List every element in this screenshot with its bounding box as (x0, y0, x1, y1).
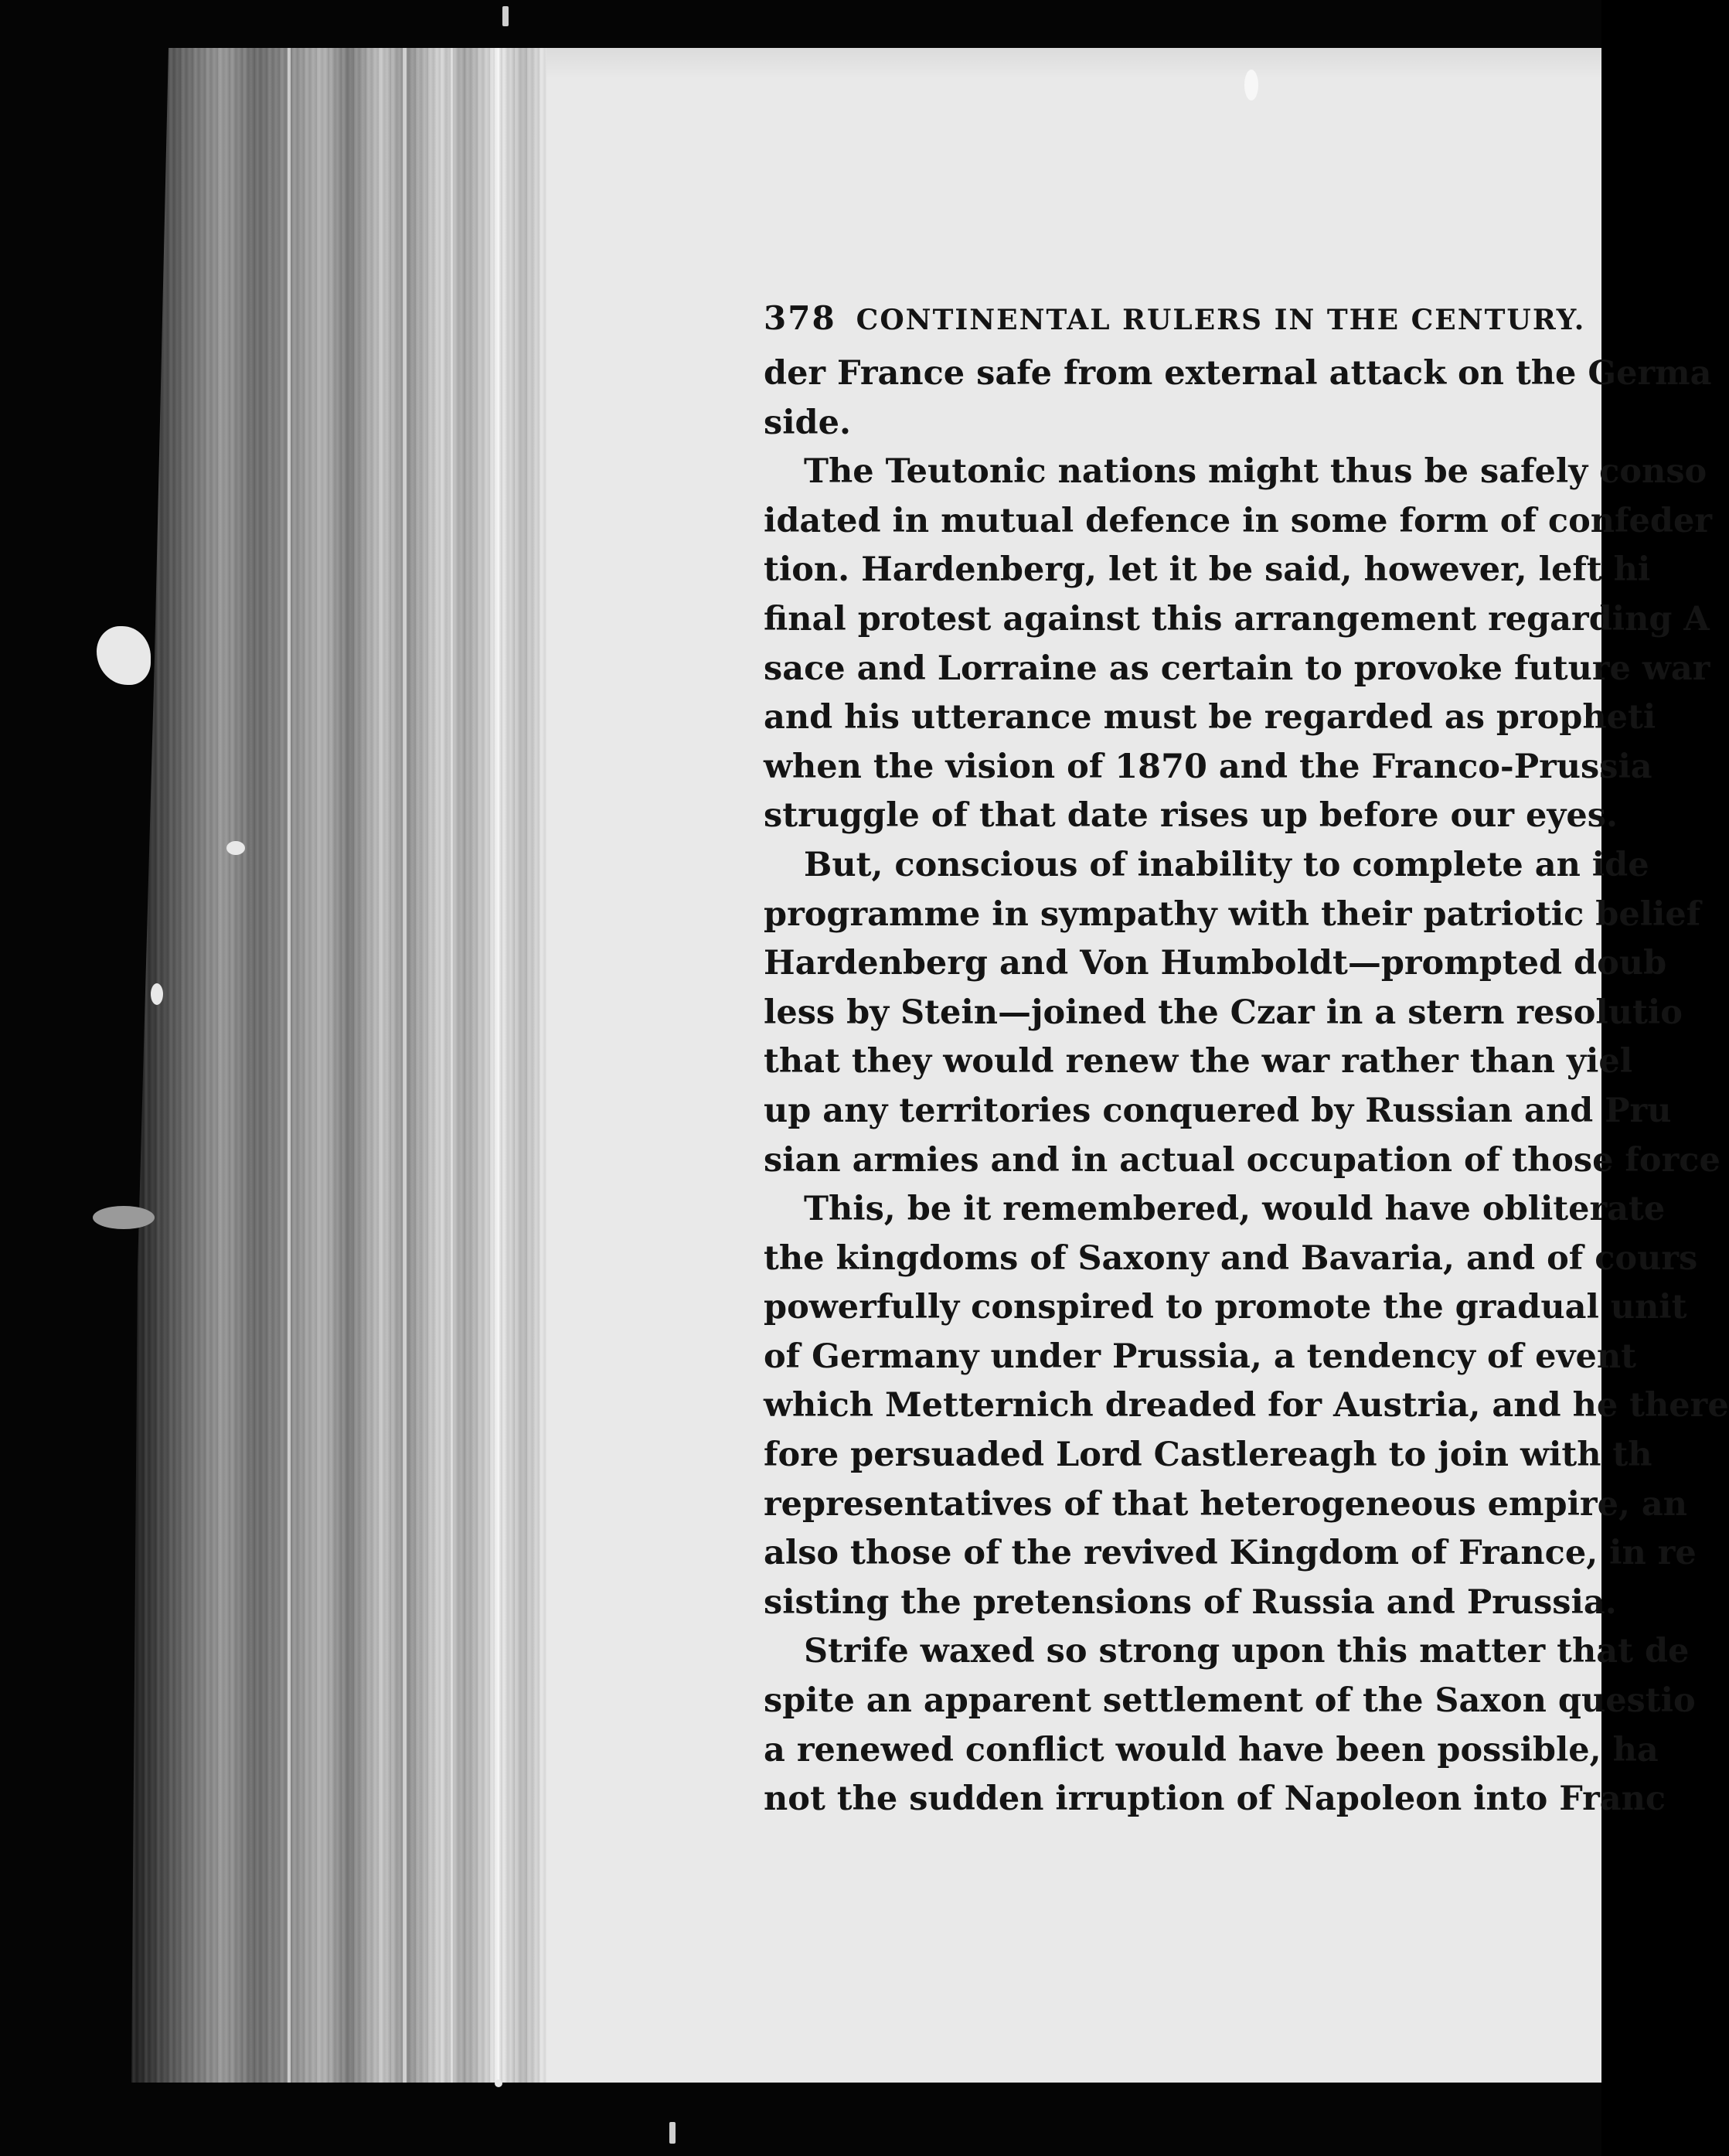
scan-damage-mark (93, 1206, 155, 1229)
scan-damage-mark (669, 2122, 676, 2144)
page-top-shadow (546, 48, 1601, 79)
text-line: Hardenberg and Von Humboldt—prompted doub (764, 944, 1667, 983)
text-line: der France safe from external attack on the Germa (764, 354, 1712, 393)
text-line: Strife waxed so strong upon this matter that de (804, 1632, 1690, 1671)
page-number: 378 (764, 299, 836, 337)
text-line: The Teutonic nations might thus be safely conso (804, 452, 1707, 492)
book-page-edges (131, 48, 549, 2083)
text-line: idated in mutual defence in some form of confeder (764, 501, 1712, 540)
text-line: tion. Hardenberg, let it be said, however, left hi (764, 550, 1651, 590)
text-line: of Germany under Prussia, a tendency of event (764, 1337, 1636, 1376)
page-edge-streak (495, 48, 499, 2083)
text-line: a renewed conflict would have been possible, ha (764, 1730, 1659, 1769)
scan-damage-mark (226, 841, 245, 855)
page-text-block (764, 294, 1729, 1824)
text-line: spite an apparent settlement of the Saxon questio (764, 1681, 1696, 1721)
page-edge-streak (403, 48, 407, 2083)
text-line: when the vision of 1870 and the Franco-Prussia (764, 747, 1652, 786)
text-line: sace and Lorraine as certain to provoke future war (764, 649, 1710, 688)
text-line: up any territories conquered by Russian and Pru (764, 1091, 1672, 1130)
page-edge-streak (451, 48, 453, 2083)
text-line: also those of the revived Kingdom of France, in re (764, 1534, 1697, 1573)
text-line: struggle of that date rises up before our eyes. (764, 796, 1618, 836)
text-line: fore persuaded Lord Castlereagh to join with th (764, 1436, 1652, 1475)
text-line: sian armies and in actual occupation of those force (764, 1140, 1720, 1180)
text-line: powerfully conspired to promote the gradual unit (764, 1288, 1687, 1327)
text-line: representatives of that heterogeneous empire, an (764, 1484, 1688, 1524)
running-head-title: CONTINENTAL RULERS IN THE CENTURY. (856, 304, 1586, 336)
page-edge-streak (288, 48, 291, 2083)
scan-damage-mark (151, 983, 163, 1005)
text-line: the kingdoms of Saxony and Bavaria, and of cours (764, 1238, 1698, 1278)
scan-damage-mark (502, 6, 509, 26)
text-line: sisting the pretensions of Russia and Prussia. (764, 1582, 1617, 1622)
text-line: and his utterance must be regarded as propheti (764, 698, 1656, 737)
scan-damage-mark (1244, 70, 1258, 100)
body-text (764, 349, 1729, 1824)
text-line: programme in sympathy with their patriotic belief (764, 894, 1701, 934)
text-line: which Metternich dreaded for Austria, and he there (764, 1386, 1729, 1425)
text-line: less by Stein—joined the Czar in a stern resolutio (764, 993, 1683, 1032)
text-line: not the sudden irruption of Napoleon into Franc (764, 1780, 1666, 1819)
text-line: that they would renew the war rather than yiel (764, 1042, 1633, 1081)
running-header (764, 294, 1637, 348)
text-line: final protest against this arrangement regarding A (764, 599, 1710, 639)
scan-damage-mark (495, 2079, 502, 2087)
text-line: side. (764, 403, 851, 442)
text-line: This, be it remembered, would have obliterate (804, 1190, 1666, 1229)
text-line: But, conscious of inability to complete an ide (804, 845, 1649, 884)
